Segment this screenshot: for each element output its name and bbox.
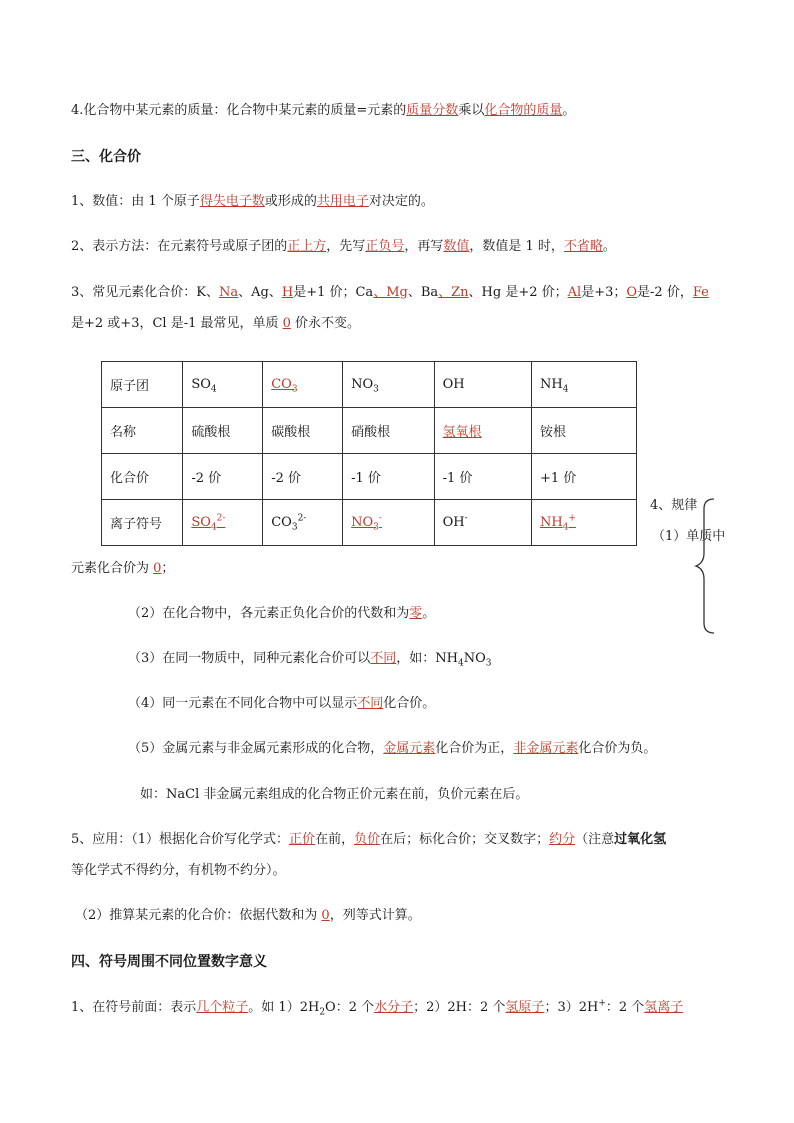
application-line-1 [71, 831, 666, 849]
blank-answer: 零 [409, 606, 423, 621]
blank-answer: 质量分数 [406, 103, 459, 118]
superscript: 2- [297, 513, 307, 524]
blank-answer: 数值 [443, 239, 470, 254]
text: 乘以 [458, 103, 485, 118]
blank-answer: 化合物的质量 [484, 103, 563, 118]
subscript: 4 [210, 384, 217, 395]
text: 是+1 价；Ca [293, 285, 374, 300]
text: 对决定的。 [368, 194, 434, 209]
blank-answer: 金属元素 [383, 741, 436, 756]
subscript: 4 [210, 522, 217, 533]
table-cell [434, 362, 531, 408]
blank-answer: 0 [321, 908, 330, 923]
text: ，再写 [404, 239, 444, 254]
text: 3、常见元素化合价：K、 [71, 285, 219, 300]
element-mass-line [71, 102, 575, 120]
text: 1、在符号前面：表示 [71, 1000, 197, 1015]
blank-answer: 共用电子 [316, 194, 369, 209]
subscript: 3 [291, 522, 298, 533]
text: 。如 1）2H [248, 1000, 320, 1015]
rule1-head: （1）单质中 [652, 529, 726, 544]
text: 或形成的 [264, 194, 317, 209]
subscript: 3 [291, 384, 298, 395]
table-cell [183, 500, 263, 546]
text: （2）在化合物中，各元素正负化合价的代数和为 [128, 606, 410, 621]
valence-value-line [71, 193, 434, 211]
blank-answer: H [281, 285, 294, 300]
table-row [102, 362, 637, 408]
subscript: 3 [373, 522, 379, 533]
rule3 [128, 650, 492, 668]
text: 5、应用：（1）根据化合价写化学式： [71, 832, 290, 847]
text: 是+3； [581, 285, 627, 300]
table-row [102, 454, 637, 500]
text: 是+2 或+3，Cl 是-1 最常见，单质 [71, 316, 283, 331]
table-cell: 硫酸根 [183, 408, 263, 454]
text: ； [161, 561, 175, 576]
table-cell [263, 500, 343, 546]
text: 、Ba [407, 285, 439, 300]
text: 化合价。 [383, 696, 436, 711]
text: （5）金属元素与非金属元素形成的化合物， [128, 741, 384, 756]
text: ，先写 [326, 239, 366, 254]
text: O：2 个 [325, 1000, 375, 1015]
blank-answer: 0 [153, 561, 162, 576]
table-row [102, 408, 637, 454]
blank-answer: 、Mg [373, 285, 408, 300]
blank-answer: 得失电子数 [199, 194, 265, 209]
blank-answer: 氢原子 [505, 1000, 545, 1015]
blank-answer: O [626, 285, 638, 300]
text: ；3）2H [544, 1000, 599, 1015]
blank-answer: 不同 [357, 696, 384, 711]
superscript: + [568, 513, 576, 524]
text: 1、数值：由 1 个原子 [71, 194, 200, 209]
blank-answer: 0 [282, 316, 291, 331]
text: OH [442, 377, 465, 392]
text: 价永不变。 [290, 316, 361, 331]
rule-label: 4、规律 [650, 498, 698, 513]
blank-answer: 不省略 [563, 239, 603, 254]
blank-answer: Al [567, 285, 582, 300]
text: SO [191, 377, 211, 392]
text: NH [539, 377, 563, 392]
example-line: 如：NaCl 非金属元素组成的化合物正价元素在前，负价元素在后。 [140, 787, 529, 802]
blank-answer: 水分子 [374, 1000, 414, 1015]
text: NO [463, 651, 486, 666]
table-cell [263, 362, 343, 408]
table-cell: -2 价 [263, 454, 343, 500]
blank-answer: Na [218, 285, 239, 300]
text: NO [351, 377, 374, 392]
subscript: 4 [562, 522, 569, 533]
table-cell [531, 500, 636, 546]
row-header: 离子符号 [102, 500, 183, 546]
text: （3）在同一物质中，同种元素化合价可以 [128, 651, 371, 666]
row-header: 原子团 [102, 362, 183, 408]
rule2 [128, 605, 435, 623]
rule4 [128, 695, 435, 713]
table-cell: -1 价 [343, 454, 435, 500]
table-cell: 铵根 [531, 408, 636, 454]
blank-answer: 、Zn [438, 285, 469, 300]
text: 化合价为正， [435, 741, 514, 756]
blank-answer: Fe [692, 285, 709, 300]
text: 、Hg 是+2 价； [468, 285, 568, 300]
superscript: - [378, 513, 382, 524]
table-cell [343, 362, 435, 408]
rule1-tail [71, 560, 174, 578]
bold-text: 过氧化氢 [614, 832, 667, 847]
blank-answer: 非金属元素 [513, 741, 579, 756]
table-cell [183, 362, 263, 408]
text: 。 [422, 606, 436, 621]
blank-answer: 不同 [370, 651, 397, 666]
subscript: 3 [373, 384, 379, 395]
application-line-2: 等化学式不得约分，有机物不约分）。 [71, 863, 286, 878]
table-cell [343, 500, 435, 546]
text: ：2 个 [605, 1000, 645, 1015]
blank-answer: 约分 [549, 832, 576, 847]
text: 在前， [315, 832, 355, 847]
table-cell [434, 500, 531, 546]
blank-answer: NO [351, 515, 374, 530]
text: 在后；标化合价；交叉数字； [380, 832, 550, 847]
valence-notation-line [71, 238, 616, 256]
row-header: 化合价 [102, 454, 183, 500]
text: CO [271, 515, 292, 530]
text: 元素化合价为 [71, 561, 154, 576]
superscript: 2- [216, 513, 226, 524]
heading-symbol-numbers: 四、符号周围不同位置数字意义 [71, 954, 267, 970]
text: OH [442, 515, 465, 530]
blank-answer: 正上方 [287, 239, 327, 254]
application-line-3 [75, 907, 421, 925]
table-cell [531, 362, 636, 408]
text: （2）推算某元素的化合价：依据代数和为 [75, 908, 322, 923]
superscript: + [598, 998, 606, 1009]
symbol-front-line [71, 999, 683, 1017]
blank-answer: 氢氧根 [442, 425, 482, 440]
rule5 [128, 740, 656, 758]
table-cell: -2 价 [183, 454, 263, 500]
row-header: 名称 [102, 408, 183, 454]
common-valence-line-2 [71, 315, 360, 333]
heading-valence: 三、化合价 [71, 149, 141, 165]
table-cell: 硝酸根 [343, 408, 435, 454]
blank-answer: NH [539, 515, 563, 530]
text: 。 [562, 103, 576, 118]
blank-answer: 正负号 [365, 239, 405, 254]
text: ；2）2H：2 个 [413, 1000, 506, 1015]
text: 是-2 价， [637, 285, 693, 300]
blank-answer: SO [191, 515, 211, 530]
table-cell: +1 价 [531, 454, 636, 500]
text: ，列等式计算。 [329, 908, 421, 923]
curly-brace-icon [690, 497, 720, 635]
table-row [102, 500, 637, 546]
blank-answer: 负价 [354, 832, 381, 847]
text: 化合价为负。 [578, 741, 657, 756]
subscript: 3 [485, 658, 492, 669]
superscript: - [464, 513, 468, 524]
text: （注意 [575, 832, 615, 847]
subscript: 4 [458, 658, 464, 669]
text: （4）同一元素在不同化合物中可以显示 [128, 696, 358, 711]
table-cell [434, 408, 531, 454]
text: 、Ag、 [238, 285, 282, 300]
blank-answer: 氢离子 [644, 1000, 684, 1015]
text: 2、表示方法：在元素符号或原子团的 [71, 239, 288, 254]
text: 。 [602, 239, 616, 254]
text: 4.化合物中某元素的质量：化合物中某元素的质量=元素的 [71, 103, 407, 118]
subscript: 2 [319, 1007, 326, 1018]
text: ，数值是 1 时， [469, 239, 564, 254]
radical-table [101, 361, 637, 546]
subscript: 4 [562, 384, 569, 395]
text: ，如：NH [396, 651, 459, 666]
common-valence-line-1 [71, 284, 709, 302]
blank-answer: 正价 [289, 832, 316, 847]
blank-answer: 几个粒子 [196, 1000, 249, 1015]
table-cell: 碳酸根 [263, 408, 343, 454]
table-cell: -1 价 [434, 454, 531, 500]
blank-answer: CO [271, 377, 292, 392]
